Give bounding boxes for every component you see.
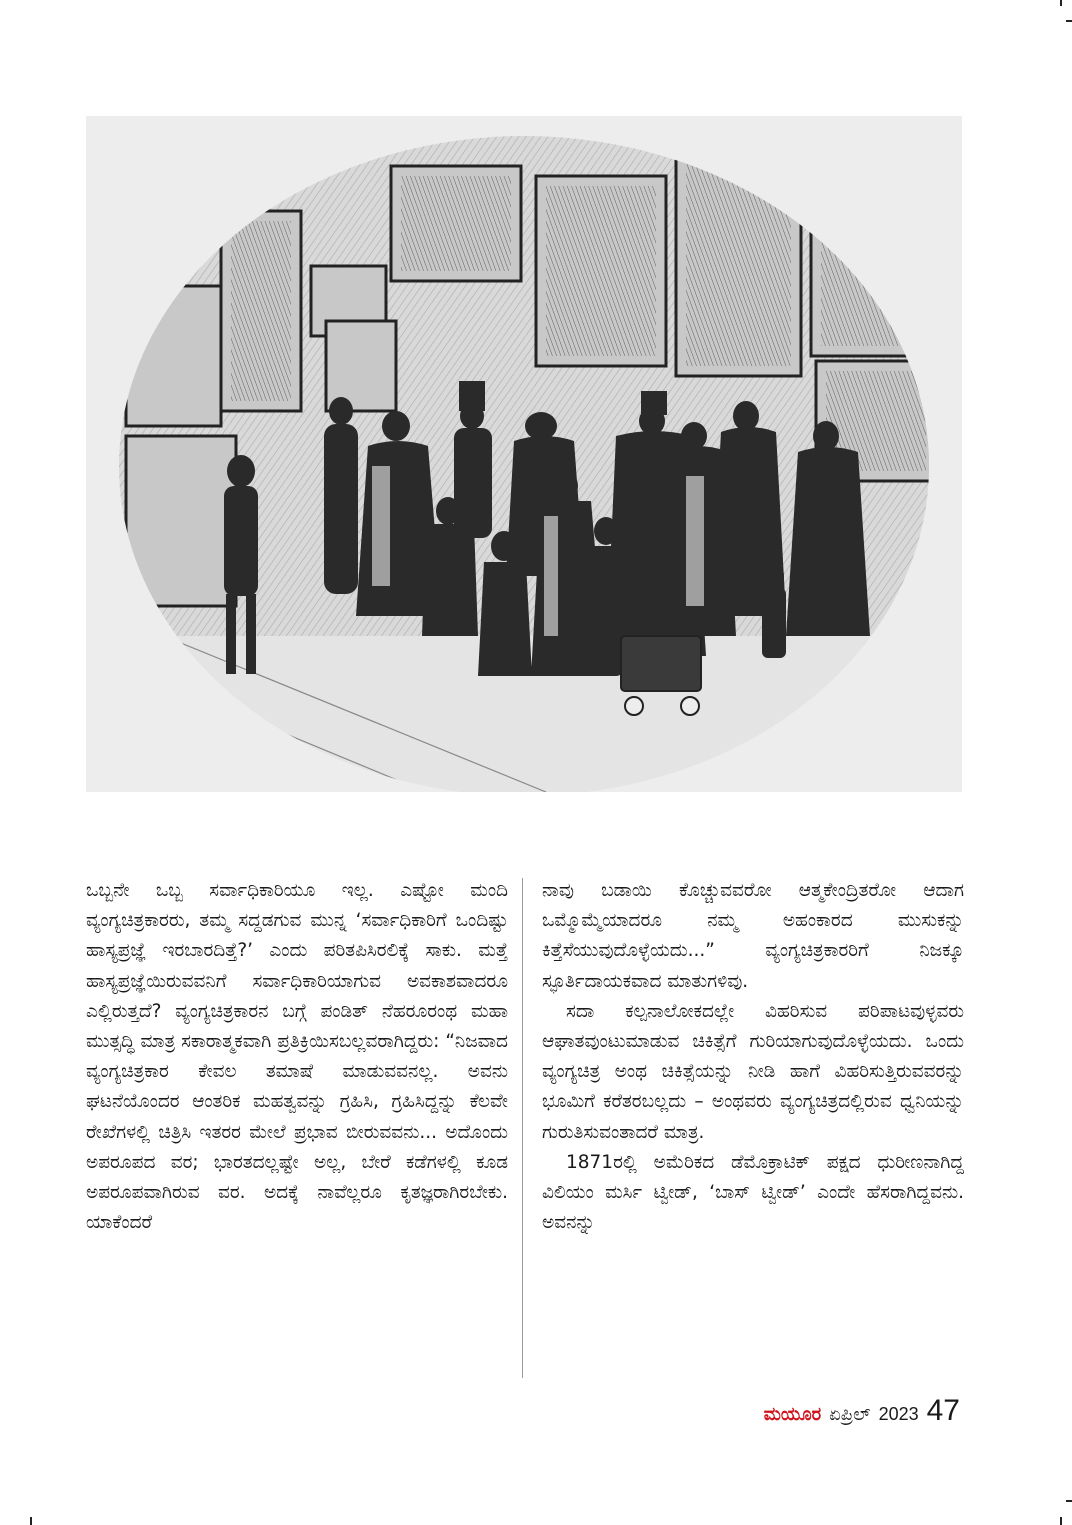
crop-mark bbox=[30, 1517, 32, 1525]
article-body bbox=[86, 876, 962, 1406]
gallery-engraving-icon bbox=[86, 116, 962, 792]
paragraph: 1871ರಲ್ಲಿ ಅಮೆರಿಕದ ಡೆಮೊಕ್ರಾಟಿಕ್ ಪಕ್ಷದ ಧುರೀಣನಾಗಿದ್ದ ವಿಲಿಯಂ ಮರ್ಸಿ ಟ್ವೀಡ್, ‘ಬಾಸ್ ಟ್ವೀಡ್’ ಎಂದೇ ಹೆಸರಾಗಿದ್ದವನು. ಅವನನ್ನು bbox=[542, 1151, 964, 1234]
paragraph: ನಾವು ಬಡಾಯಿ ಕೊಚ್ಚುವವರೋ ಆತ್ಮಕೇಂದ್ರಿತರೋ ಆದಾಗ ಒಮ್ಮೊಮ್ಮೆಯಾದರೂ ನಮ್ಮ ಅಹಂಕಾರದ ಮುಸುಕನ್ನು ಕಿತ್ತೆಸೆಯುವುದೊಳ್ಳೆಯದು...” ವ್ಯಂಗ್ಯಚಿತ್ರಕಾರರಿಗೆ ನಿಜಕ್ಕೂ ಸ್ಫೂರ್ತಿದಾಯಕವಾದ ಮಾತುಗಳಿವು. bbox=[542, 880, 964, 992]
issue-month: ಏಪ್ರಿಲ್ bbox=[829, 1404, 871, 1424]
crop-mark bbox=[1060, 1517, 1062, 1525]
article-column-right bbox=[542, 876, 964, 1238]
magazine-logo: ಮಯೂರ bbox=[763, 1404, 822, 1424]
crop-mark bbox=[1060, 0, 1062, 6]
page-footer bbox=[764, 1394, 960, 1434]
column-divider bbox=[522, 878, 523, 1378]
article-column-left bbox=[86, 876, 508, 1238]
crop-mark bbox=[1066, 1500, 1072, 1502]
paragraph: ಸದಾ ಕಲ್ಪನಾಲೋಕದಲ್ಲೇ ವಿಹರಿಸುವ ಪರಿಪಾಟವುಳ್ಳವರು ಆಘಾತವುಂಟುಮಾಡುವ ಚಿಕಿತ್ಸೆಗೆ ಗುರಿಯಾಗುವುದೊಳ್ಳೆಯದು. ಒಂದು ವ್ಯಂಗ್ಯಚಿತ್ರ ಅಂಥ ಚಿಕಿತ್ಸೆಯನ್ನು ನೀಡಿ ಹಾಗೆ ವಿಹರಿಸುತ್ತಿರುವವರನ್ನು ಭೂಮಿಗೆ ಕರೆತರಬಲ್ಲದು – ಅಂಥವರು ವ್ಯಂಗ್ಯಚಿತ್ರದಲ್ಲಿರುವ ಧ್ವನಿಯನ್ನು ಗುರುತಿಸುವಂತಾದರೆ ಮಾತ್ರ. bbox=[542, 1000, 964, 1143]
gallery-illustration bbox=[86, 116, 962, 792]
paragraph: ಒಬ್ಬನೇ ಒಬ್ಬ ಸರ್ವಾಧಿಕಾರಿಯೂ ಇಲ್ಲ. ಎಷ್ಟೋ ಮಂದಿ ವ್ಯಂಗ್ಯಚಿತ್ರಕಾರರು, ತಮ್ಮ ಸದ್ದಡಗುವ ಮುನ್ನ ‘ಸರ್ವಾಧಿಕಾರಿಗೆ ಒಂದಿಷ್ಟು ಹಾಸ್ಯಪ್ರಜ್ಞೆ ಇರಬಾರದಿತ್ತೆ?’ ಎಂದು ಪರಿತಪಿಸಿರಲಿಕ್ಕೆ ಸಾಕು. ಮತ್ತೆ ಹಾಸ್ಯಪ್ರಜ್ಞೆಯಿರುವವನಿಗೆ ಸರ್ವಾಧಿಕಾರಿಯಾಗುವ ಅವಕಾಶವಾದರೂ ಎಲ್ಲಿರುತ್ತದೆ? ವ್ಯಂಗ್ಯಚಿತ್ರಕಾರನ ಬಗ್ಗೆ ಪಂಡಿತ್ ನೆಹರೂರಂಥ ಮಹಾ ಮುತ್ಸದ್ಧಿ ಮಾತ್ರ ಸಕಾರಾತ್ಮಕವಾಗಿ ಪ್ರತಿಕ್ರಿಯಿಸಬಲ್ಲವರಾಗಿದ್ದರು: “ನಿಜವಾದ ವ್ಯಂಗ್ಯಚಿತ್ರಕಾರ ಕೇವಲ ತಮಾಷೆ ಮಾಡುವವನಲ್ಲ. ಅವನು ಘಟನೆಯೊಂದರ ಆಂತರಿಕ ಮಹತ್ವವನ್ನು ಗ್ರಹಿಸಿ, ಗ್ರಹಿಸಿದ್ದನ್ನು ಕೆಲವೇ ರೇಖೆಗಳಲ್ಲಿ ಚಿತ್ರಿಸಿ ಇತರರ ಮೇಲೆ ಪ್ರಭಾವ ಬೀರುವವನು... ಅದೊಂದು ಅಪರೂಪದ ವರ; ಭಾರತದಲ್ಲಷ್ಟೇ ಅಲ್ಲ, ಬೇರೆ ಕಡೆಗಳಲ್ಲಿ ಕೂಡ ಅಪರೂಪವಾಗಿರುವ ವರ. ಅದಕ್ಕೆ ನಾವೆಲ್ಲರೂ ಕೃತಜ್ಞರಾಗಿರಬೇಕು. ಯಾಕೆಂದರೆ bbox=[86, 880, 508, 1234]
crop-mark bbox=[1066, 20, 1072, 22]
page-number: 47 bbox=[926, 1394, 960, 1427]
issue-year: 2023 bbox=[878, 1404, 919, 1424]
